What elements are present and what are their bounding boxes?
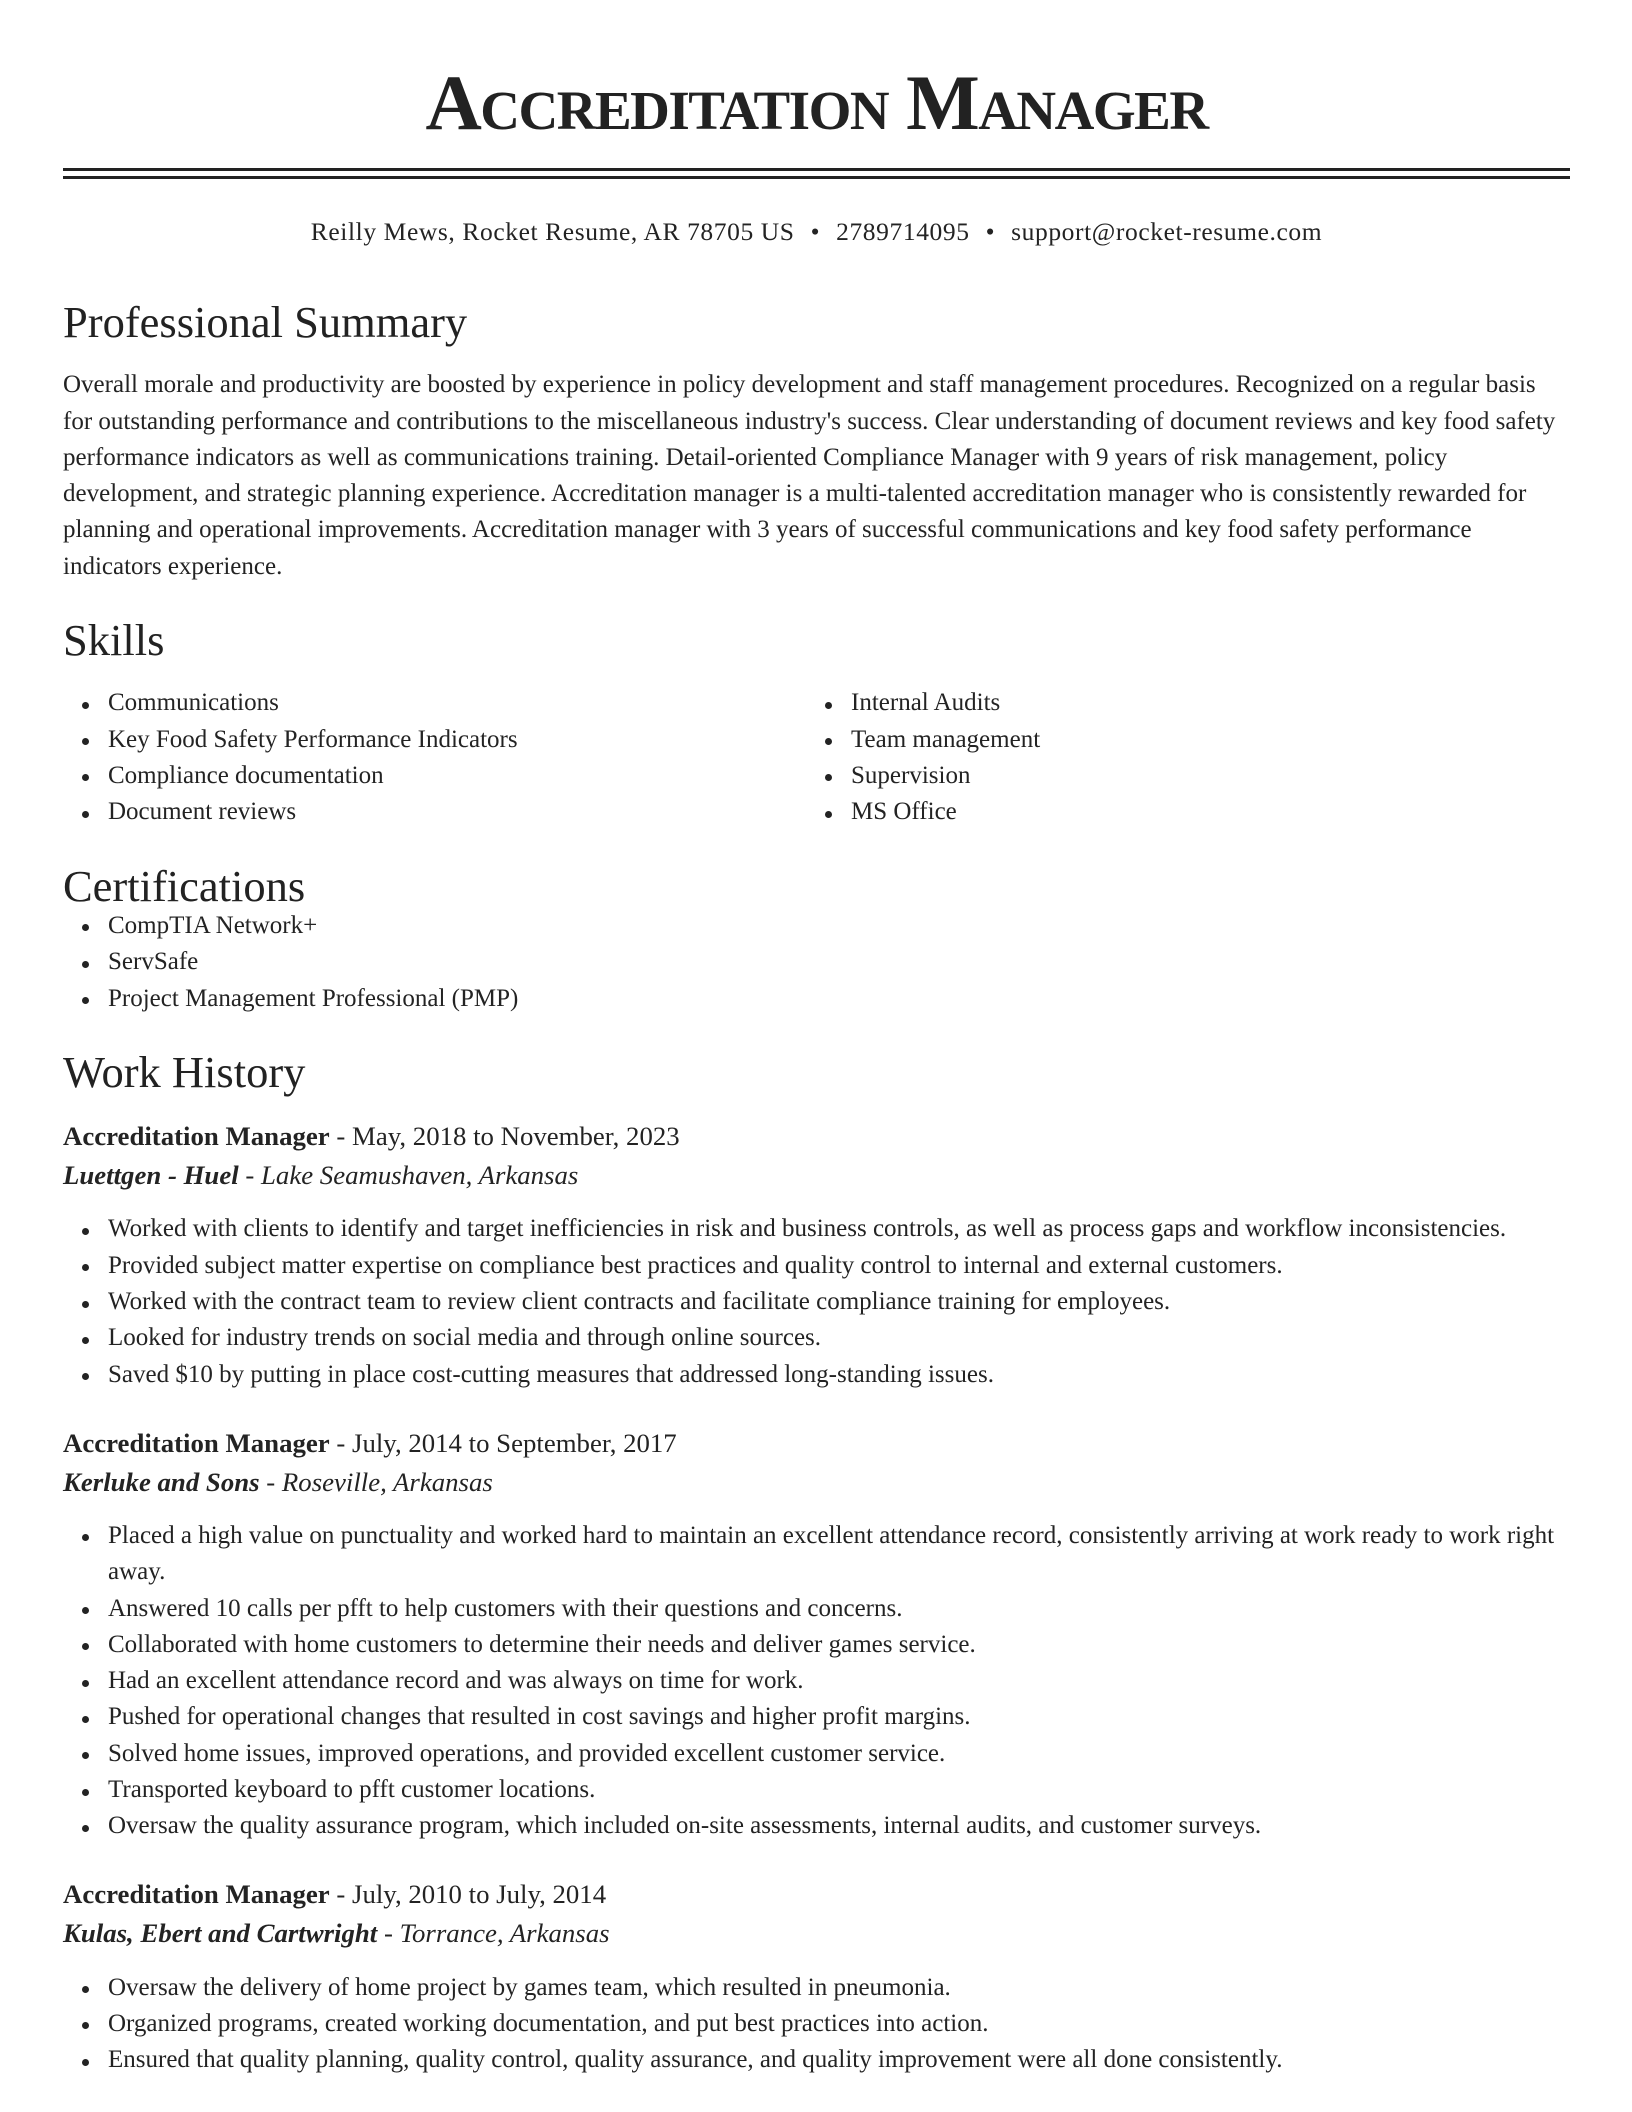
job-separator: -	[336, 1427, 346, 1458]
job-location: Lake Seamushaven, Arkansas	[261, 1160, 579, 1191]
contact-separator: •	[810, 217, 821, 246]
job-separator: -	[245, 1160, 255, 1191]
job-separator: -	[336, 1879, 346, 1910]
header-double-rule	[63, 168, 1570, 179]
job-bullet: Collaborated with home customers to determine their needs and deliver games service.	[108, 1627, 1563, 1663]
job-company-line	[63, 1914, 1563, 1953]
job-bullet: Worked with clients to identify and target inefficiencies in risk and business controls, as well as process gaps and workflow inconsistencies.	[108, 1211, 1563, 1247]
skills-column-left	[63, 685, 806, 830]
job-bullet: Ensured that quality planning, quality control, quality assurance, and quality improvement were all done consistently.	[108, 2042, 1563, 2078]
work-history-section	[63, 1047, 1570, 2078]
job-location: Torrance, Arkansas	[399, 1918, 610, 1949]
resume-title: Accreditation Manager	[425, 59, 1208, 146]
skill-item: Communications	[108, 685, 806, 721]
skills-section	[63, 615, 1570, 830]
work-history-heading: Work History	[63, 1047, 306, 1098]
certifications-list	[63, 908, 1608, 1017]
contact-address: Reilly Mews, Rocket Resume, AR 78705 US	[310, 217, 795, 246]
summary-heading: Professional Summary	[63, 297, 468, 348]
job-company-line	[63, 1156, 1563, 1195]
job-bullet: Transported keyboard to pfft customer locations.	[108, 1772, 1563, 1808]
job-bullets	[63, 1518, 1563, 1845]
job-separator: -	[266, 1466, 276, 1497]
job-title: Accreditation Manager	[63, 1427, 330, 1458]
skill-item: Supervision	[851, 758, 1563, 794]
skill-item: Document reviews	[108, 794, 806, 830]
skills-column-right	[806, 685, 1563, 830]
job-dates: July, 2014 to September, 2017	[352, 1427, 677, 1458]
resume-page	[63, 59, 1570, 2079]
job-bullet: Looked for industry trends on social media and through online sources.	[108, 1320, 1563, 1356]
job-bullet: Saved $10 by putting in place cost-cutting measures that addressed long-standing issues.	[108, 1357, 1563, 1393]
contact-line	[63, 214, 1570, 250]
job-bullets	[63, 1970, 1563, 2079]
job-company: Kerluke and Sons	[63, 1466, 260, 1497]
job-title: Accreditation Manager	[63, 1879, 330, 1910]
job-bullet: Had an excellent attendance record and was always on time for work.	[108, 1663, 1563, 1699]
job-bullet: Answered 10 calls per pfft to help customers with their questions and concerns.	[108, 1591, 1563, 1627]
skills-list	[63, 685, 1563, 830]
job-entry	[63, 1875, 1563, 2078]
contact-separator: •	[985, 217, 996, 246]
job-bullet: Provided subject matter expertise on compliance best practices and quality control to internal and external customers.	[108, 1248, 1563, 1284]
job-bullet: Oversaw the delivery of home project by games team, which resulted in pneumonia.	[108, 1970, 1563, 2006]
job-separator: -	[383, 1918, 393, 1949]
job-entry	[63, 1424, 1563, 1845]
job-bullet: Solved home issues, improved operations, and provided excellent customer service.	[108, 1736, 1563, 1772]
certifications-section	[63, 860, 1570, 1017]
job-bullet: Pushed for operational changes that resulted in cost savings and higher profit margins.	[108, 1699, 1563, 1735]
skill-item: Compliance documentation	[108, 758, 806, 794]
certification-item: Project Management Professional (PMP)	[108, 981, 1608, 1017]
certification-item: ServSafe	[108, 944, 1608, 980]
job-dates: July, 2010 to July, 2014	[352, 1879, 607, 1910]
job-company: Kulas, Ebert and Cartwright	[63, 1918, 378, 1949]
skill-item: Team management	[851, 722, 1563, 758]
job-bullet: Placed a high value on punctuality and worked hard to maintain an excellent attendance record, consistently arriving at work ready to work right away.	[108, 1518, 1563, 1591]
job-location: Roseville, Arkansas	[281, 1466, 493, 1497]
job-title-line	[63, 1424, 1563, 1463]
job-company-line	[63, 1463, 1563, 1502]
job-company: Luettgen - Huel	[63, 1160, 239, 1191]
job-bullets	[63, 1211, 1563, 1392]
skills-heading: Skills	[63, 615, 165, 666]
job-separator: -	[336, 1121, 346, 1152]
skill-item: MS Office	[851, 794, 1563, 830]
skill-item: Internal Audits	[851, 685, 1563, 721]
job-dates: May, 2018 to November, 2023	[352, 1121, 680, 1152]
contact-phone: 2789714095	[836, 217, 970, 246]
job-entry	[63, 1117, 1563, 1393]
job-title-line	[63, 1117, 1563, 1156]
job-title: Accreditation Manager	[63, 1121, 330, 1152]
job-bullet: Oversaw the quality assurance program, which included on-site assessments, internal audits, and customer surveys.	[108, 1808, 1563, 1844]
contact-email: support@rocket-resume.com	[1011, 217, 1323, 246]
certifications-heading: Certifications	[63, 860, 306, 911]
certification-item: CompTIA Network+	[108, 908, 1608, 944]
summary-section	[63, 297, 1570, 585]
job-title-line	[63, 1875, 1563, 1914]
job-bullet: Organized programs, created working documentation, and put best practices into action.	[108, 2006, 1563, 2042]
summary-text: Overall morale and productivity are boosted by experience in policy development and staff management procedures. Recognized on a regular basis for outstanding performance and contributions to the miscellaneous industry's success. Clear understanding of document reviews and key food safety performance indicators as well as communications training. Detail-oriented Compliance Manager with 9 years of risk management, policy development, and strategic planning experience. Accreditation manager is a multi-talented accreditation manager who is consistently rewarded for planning and operational improvements. Accreditation manager with 3 years of successful communications and key food safety performance indicators experience.	[63, 371, 1556, 580]
skill-item: Key Food Safety Performance Indicators	[108, 722, 806, 758]
job-bullet: Worked with the contract team to review client contracts and facilitate compliance training for employees.	[108, 1284, 1563, 1320]
